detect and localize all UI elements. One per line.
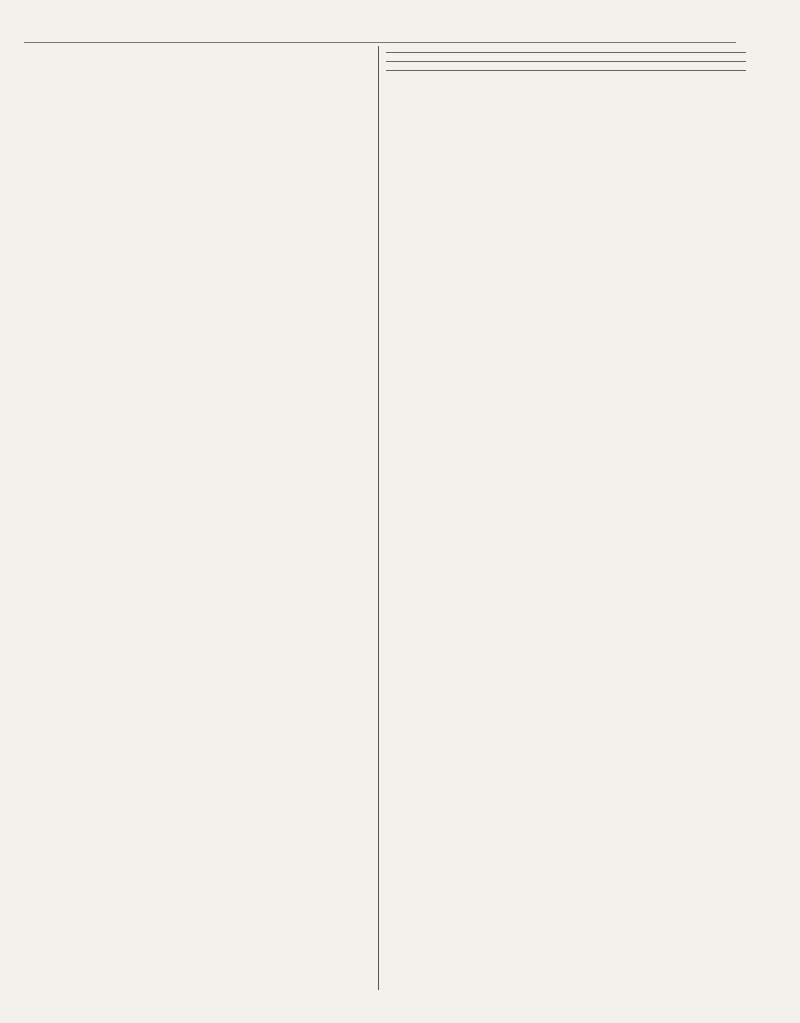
quote-rule bbox=[386, 61, 746, 62]
right-column bbox=[386, 46, 746, 79]
quote-rule bbox=[386, 70, 746, 71]
page-header bbox=[26, 20, 734, 40]
column-divider bbox=[378, 46, 379, 990]
header-rule bbox=[24, 42, 736, 43]
footnote-rule bbox=[386, 52, 746, 53]
